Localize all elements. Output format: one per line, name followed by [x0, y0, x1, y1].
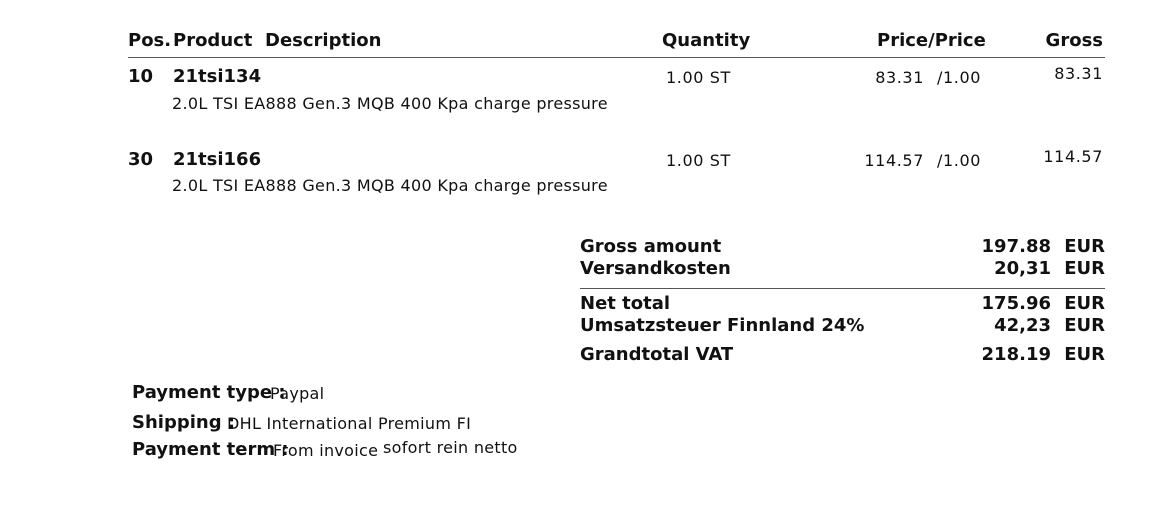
totals-currency: EUR: [1064, 293, 1105, 314]
totals-value: 197.88: [981, 236, 1051, 257]
grandtotal-value: 218.19: [981, 344, 1051, 365]
row-price: 83.31: [875, 68, 924, 87]
grandtotal-currency: EUR: [1064, 344, 1105, 365]
header-quantity: Quantity: [662, 30, 751, 51]
totals-label: Umsatzsteuer Finnland 24%: [580, 315, 865, 336]
totals-label: Gross amount: [580, 236, 722, 257]
header-pos: Pos.: [128, 30, 172, 51]
row-price: 114.57: [864, 151, 924, 170]
row-quantity: 1.00 ST: [666, 68, 731, 87]
shipping-value: DHL International Premium FI: [227, 414, 472, 433]
shipping-label: Shipping :: [132, 412, 236, 433]
totals-currency: EUR: [1064, 258, 1105, 279]
totals-value: 42,23: [994, 315, 1051, 336]
payment-type-value: Paypal: [270, 384, 325, 403]
row-price-unit: /1.00: [937, 68, 982, 87]
row-gross: 83.31: [1054, 64, 1103, 83]
payment-term-label: Payment term :: [132, 439, 289, 460]
row-product-code: 21tsi134: [173, 66, 262, 87]
row-description: 2.0L TSI EA888 Gen.3 MQB 400 Kpa charge pressure: [172, 94, 608, 113]
row-price-unit: /1.00: [937, 151, 982, 170]
totals-value: 20,31: [994, 258, 1051, 279]
row-pos: 10: [128, 66, 154, 87]
row-description: 2.0L TSI EA888 Gen.3 MQB 400 Kpa charge pressure: [172, 176, 608, 195]
totals-label: Net total: [580, 293, 671, 314]
row-gross: 114.57: [1043, 147, 1103, 166]
totals-currency: EUR: [1064, 236, 1105, 257]
grandtotal-label: Grandtotal VAT: [580, 344, 734, 365]
row-quantity: 1.00 ST: [666, 151, 731, 170]
payment-term-condition: sofort rein netto: [383, 438, 518, 457]
totals-label: Versandkosten: [580, 258, 731, 279]
payment-term-value: From invoice: [273, 441, 379, 460]
totals-currency: EUR: [1064, 315, 1105, 336]
header-product: Product: [173, 30, 253, 51]
row-pos: 30: [128, 149, 154, 170]
header-gross: Gross: [1045, 30, 1103, 51]
header-divider: [128, 57, 1105, 58]
totals-value: 175.96: [981, 293, 1051, 314]
totals-divider: [580, 288, 1105, 289]
row-product-code: 21tsi166: [173, 149, 262, 170]
payment-type-label: Payment type :: [132, 382, 286, 403]
header-description: Description: [265, 30, 382, 51]
header-price: Price/Price: [877, 30, 986, 51]
